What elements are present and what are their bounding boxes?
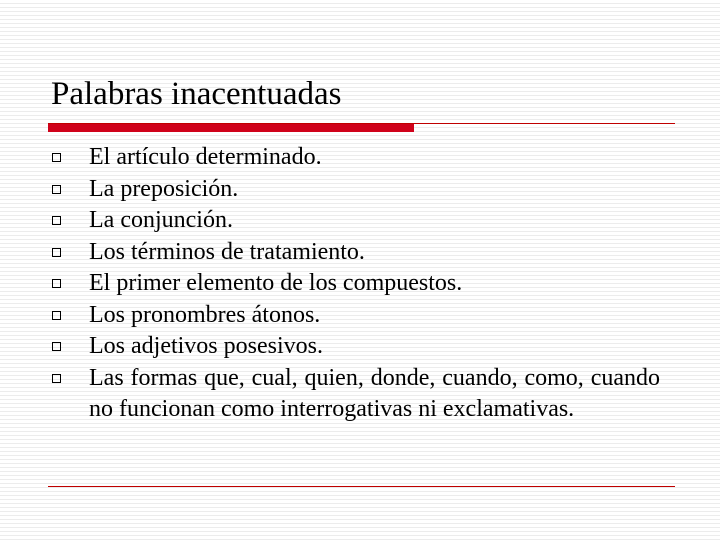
bullet-text: Los adjetivos posesivos. xyxy=(89,333,323,359)
bullet-item xyxy=(52,205,660,237)
hollow-square-bullet-icon xyxy=(52,311,61,320)
bullet-text: El primer elemento de los compuestos. xyxy=(89,270,463,296)
bullet-item xyxy=(52,268,660,300)
slide-title: Palabras inacentuadas xyxy=(51,76,342,112)
bullet-item xyxy=(52,363,660,426)
bullet-item xyxy=(52,174,660,206)
bullet-text: La conjunción. xyxy=(89,207,233,233)
hollow-square-bullet-icon xyxy=(52,153,61,162)
bullet-text: La preposición. xyxy=(89,175,239,202)
hollow-square-bullet-icon xyxy=(52,216,61,225)
bullet-text: Los términos de tratamiento. xyxy=(89,238,365,265)
bullet-item xyxy=(52,300,660,332)
bullet-item xyxy=(52,237,660,269)
title-accent-bar xyxy=(48,124,414,132)
bullet-list xyxy=(52,142,660,426)
bullet-item xyxy=(52,331,660,363)
bullet-text: Las formas que, cual, quien, donde, cuando, como, cuando no funcionan como interrogativas ni exclamativas. xyxy=(89,364,660,422)
hollow-square-bullet-icon xyxy=(52,248,61,257)
bullet-text: Los pronombres átonos. xyxy=(89,301,321,328)
bullet-item xyxy=(52,142,660,174)
hollow-square-bullet-icon xyxy=(52,342,61,351)
bottom-rule xyxy=(48,486,675,487)
hollow-square-bullet-icon xyxy=(52,185,61,194)
hollow-square-bullet-icon xyxy=(52,279,61,288)
bullet-text: El artículo determinado. xyxy=(89,144,322,170)
hollow-square-bullet-icon xyxy=(52,374,61,383)
